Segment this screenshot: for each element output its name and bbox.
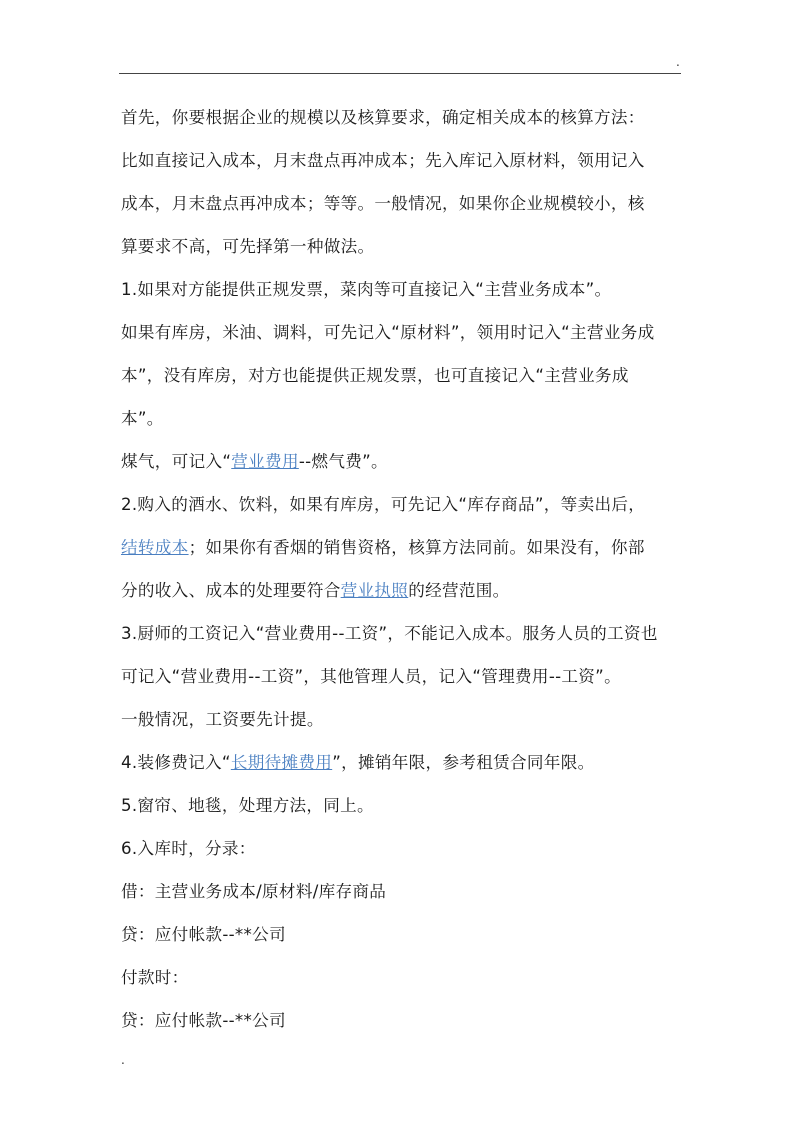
text-line <box>121 182 687 225</box>
text-line <box>121 913 687 956</box>
header-mark: . <box>676 55 680 69</box>
text-line <box>121 440 687 483</box>
text-line <box>121 354 687 397</box>
text-segment: 煤气，可记入“ <box>121 452 232 471</box>
text-segment: 算要求不高，可先择第一种做法。 <box>121 237 375 256</box>
text-line <box>121 569 687 612</box>
text-line <box>121 870 687 913</box>
text-segment: 3.厨师的工资记入“营业费用--工资”，不能记入成本。服务人员的工资也 <box>121 624 658 643</box>
text-line <box>121 999 687 1042</box>
text-line <box>121 311 687 354</box>
text-segment: 可记入“营业费用--工资”，其他管理人员，记入“管理费用--工资”。 <box>121 667 621 686</box>
text-segment: 首先，你要根据企业的规模以及核算要求，确定相关成本的核算方法： <box>121 108 645 127</box>
text-segment: 4.装修费记入“ <box>121 753 231 772</box>
text-segment: 分的收入、成本的处理要符合 <box>121 581 341 600</box>
text-segment: 比如直接记入成本，月末盘点再冲成本；先入库记入原材料，领用记入 <box>121 151 645 170</box>
text-line <box>121 225 687 268</box>
text-line <box>121 655 687 698</box>
text-line <box>121 96 687 139</box>
document-body <box>121 96 687 1042</box>
text-segment: 付款时： <box>121 968 189 987</box>
text-segment: 一般情况，工资要先计提。 <box>121 710 324 729</box>
text-line <box>121 268 687 311</box>
text-segment: 2.购入的酒水、饮料，如果有库房，可先记入“库存商品”，等卖出后， <box>121 495 646 514</box>
text-segment: 1.如果对方能提供正规发票，菜肉等可直接记入“主营业务成本”。 <box>121 280 612 299</box>
text-segment: 成本，月末盘点再冲成本；等等。一般情况，如果你企业规模较小，核 <box>121 194 645 213</box>
text-segment: 5.窗帘、地毯，处理方法，同上。 <box>121 796 374 815</box>
text-line <box>121 784 687 827</box>
text-line <box>121 956 687 999</box>
text-segment: 贷：应付帐款--**公司 <box>121 1011 286 1030</box>
footer-mark: . <box>121 1053 125 1067</box>
text-line <box>121 139 687 182</box>
text-line <box>121 698 687 741</box>
text-segment: 本”。 <box>121 409 164 428</box>
text-line <box>121 827 687 870</box>
inline-link[interactable]: 结转成本 <box>121 538 189 557</box>
text-segment: 的经营范围。 <box>408 581 510 600</box>
inline-link[interactable]: 营业费用 <box>231 452 299 471</box>
text-line <box>121 397 687 440</box>
text-segment: 贷：应付帐款--**公司 <box>121 925 286 944</box>
text-line <box>121 483 687 526</box>
inline-link[interactable]: 营业执照 <box>340 581 409 600</box>
text-segment: 借：主营业务成本/原材料/库存商品 <box>121 882 387 901</box>
text-segment: ；如果你有香烟的销售资格，核算方法同前。如果没有，你部 <box>188 538 645 557</box>
text-segment: 6.入库时，分录： <box>121 839 256 858</box>
text-line <box>121 741 687 784</box>
text-segment: 本”，没有库房，对方也能提供正规发票，也可直接记入“主营业务成 <box>121 366 629 385</box>
header-rule <box>119 73 681 74</box>
text-segment: --燃气费”。 <box>298 452 388 471</box>
text-segment: 如果有库房，米油、调料，可先记入“原材料”，领用时记入“主营业务成 <box>121 323 655 342</box>
text-segment: ”，摊销年限，参考租赁合同年限。 <box>332 753 595 772</box>
text-line <box>121 526 687 569</box>
text-line <box>121 612 687 655</box>
inline-link[interactable]: 长期待摊费用 <box>230 753 333 772</box>
